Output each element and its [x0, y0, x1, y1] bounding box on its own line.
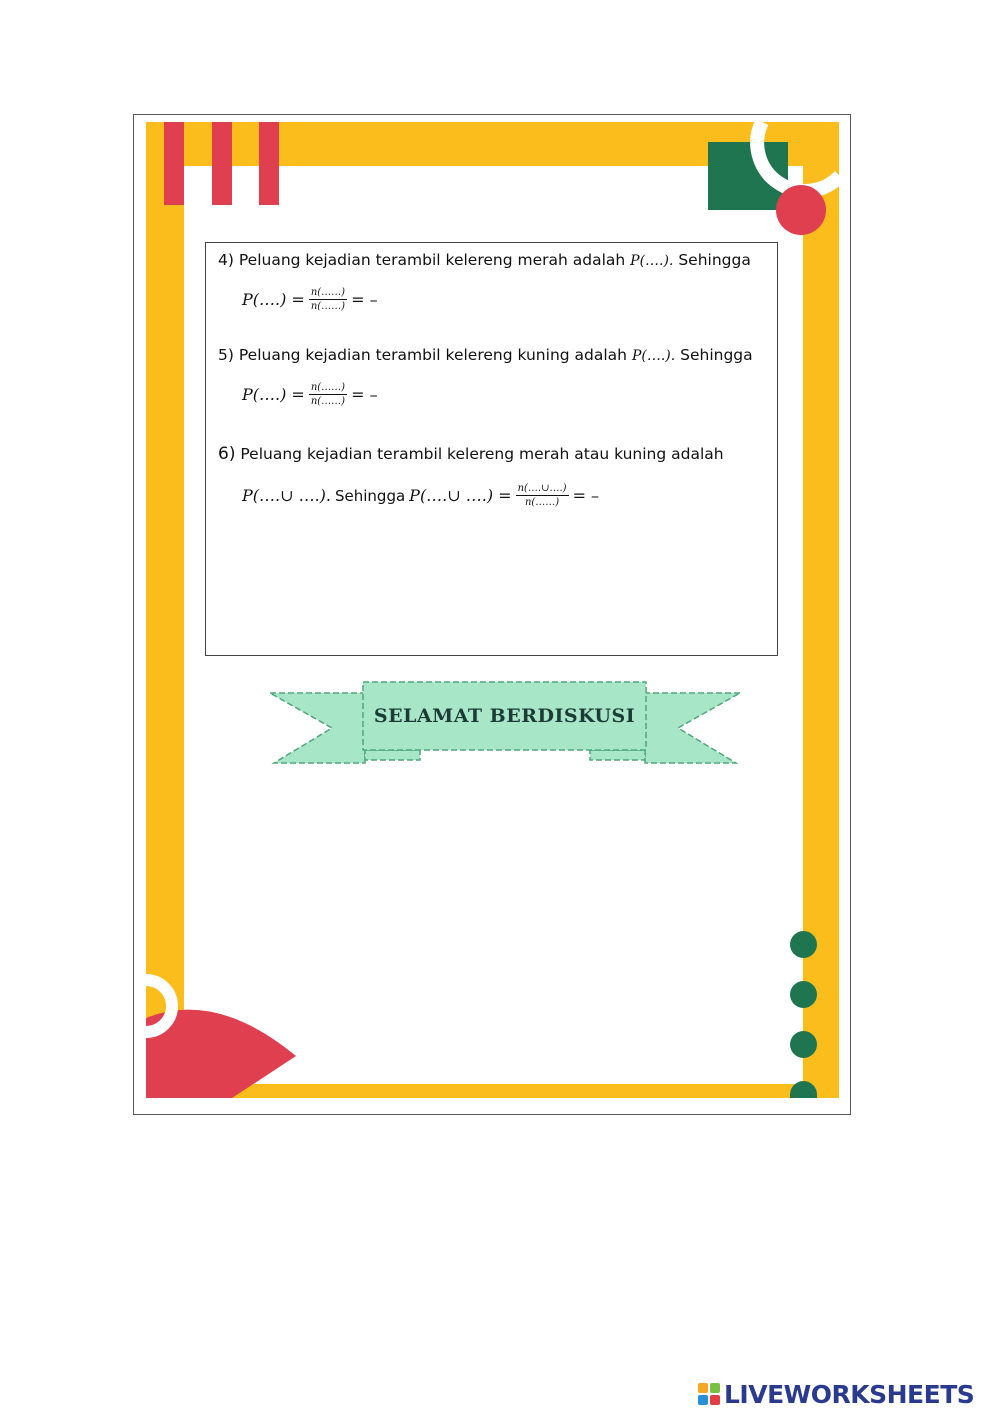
question-suffix: Sehingga: [335, 486, 406, 505]
formula-rhs: = –: [572, 486, 600, 505]
event-notation: P(….∪ ….).: [242, 486, 331, 505]
question-4-formula: [242, 287, 378, 312]
question-suffix: Sehingga: [678, 251, 751, 269]
question-suffix: Sehingga: [680, 346, 753, 364]
banner-label: SELAMAT BERDISKUSI: [373, 705, 636, 727]
fraction-numerator: n(….∪….): [517, 483, 567, 494]
logo-text: LIVEWORKSHEETS: [724, 1379, 975, 1409]
probability-fraction: [309, 287, 347, 312]
event-notation: P(….).: [631, 348, 676, 364]
red-stripe: [259, 122, 279, 205]
event-notation: P(….).: [630, 253, 674, 269]
fraction-denominator: n(……): [310, 301, 346, 312]
fraction-numerator: n(……): [310, 382, 346, 393]
question-4-text: [218, 251, 751, 269]
question-prompt: Peluang kejadian terambil kelereng kuning adalah: [238, 346, 627, 364]
question-prompt: Peluang kejadian terambil kelereng merah atau kuning adalah: [240, 445, 724, 463]
fraction-denominator: n(……): [310, 396, 346, 407]
question-5-formula: [242, 382, 378, 407]
question-prompt: Peluang kejadian terambil kelereng merah adalah: [238, 251, 626, 269]
question-5-text: [218, 346, 753, 364]
corner-decoration-bottom-left: [146, 972, 306, 1098]
frame-left-bar: [146, 122, 184, 1098]
formula-lhs: P(….∪ ….) =: [409, 486, 512, 505]
red-stripe: [164, 122, 184, 205]
liveworksheets-logo[interactable]: [698, 1378, 974, 1410]
question-number: 4): [218, 251, 234, 269]
question-6-formula: [242, 483, 599, 508]
fraction-denominator: n(……): [524, 497, 560, 508]
question-6-text: [218, 444, 724, 464]
formula-rhs: = –: [351, 385, 378, 404]
probability-fraction: [309, 382, 347, 407]
red-stripe: [212, 122, 232, 205]
logo-icon: [698, 1383, 720, 1405]
green-dot: [790, 1031, 817, 1058]
formula-rhs: = –: [351, 290, 378, 309]
formula-lhs: P(….) =: [242, 385, 305, 404]
question-number: 5): [218, 346, 234, 364]
question-number: 6): [218, 444, 236, 464]
probability-fraction: [516, 483, 569, 508]
corner-decoration-top-right: [700, 118, 845, 243]
formula-lhs: P(….) =: [242, 290, 305, 309]
green-dot: [790, 981, 817, 1008]
question-box: [205, 242, 778, 656]
green-dot: [790, 931, 817, 958]
fraction-numerator: n(……): [310, 287, 346, 298]
ribbon-banner: [270, 678, 740, 768]
